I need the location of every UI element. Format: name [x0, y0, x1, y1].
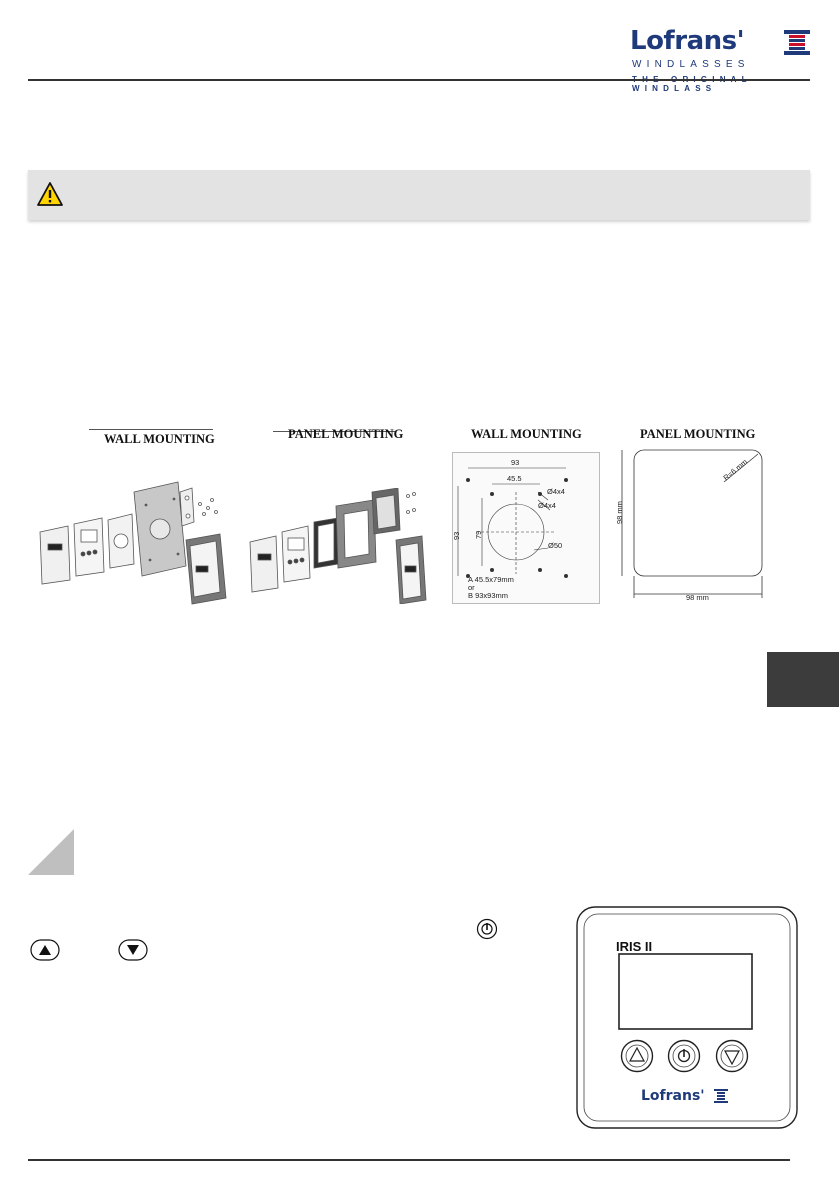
footer-rule [28, 1159, 790, 1161]
device-power-button [667, 1039, 701, 1073]
logo-brand: Lofrans' [630, 26, 745, 56]
template-note-or: or [468, 583, 475, 592]
panel-outline-drawing [612, 446, 772, 602]
device-brand-mark-icon [713, 1088, 729, 1104]
wall-mounting-template-drawing [452, 452, 600, 604]
device-down-button [715, 1039, 749, 1073]
iris-ii-device [575, 905, 799, 1130]
lofrans-logo [630, 26, 814, 102]
warning-bar [28, 170, 810, 220]
warning-triangle-icon [36, 181, 64, 207]
hole-4x4-label-b: Ø4x4 [538, 501, 556, 510]
panel-mounting-outline-title: PANEL MOUNTING [640, 427, 756, 441]
template-note-b: B 93x93mm [468, 591, 509, 600]
panel-radius-label: R=6 mm [721, 457, 750, 483]
down-arrow-button-icon [118, 939, 148, 961]
logo-subtitle: WINDLASSES [632, 59, 750, 70]
up-arrow-button-icon [30, 939, 60, 961]
device-brand-label: Lofrans' [641, 1088, 705, 1104]
figure-title-rule [89, 429, 213, 430]
dim-93-left: 93 [452, 531, 461, 540]
panel-mounting-exploded-title: PANEL MOUNTING [288, 427, 404, 441]
header-rule [28, 79, 810, 81]
device-up-button [620, 1039, 654, 1073]
hole-4x4-label-a: Ø4x4 [547, 487, 565, 496]
wall-mounting-exploded-title: WALL MOUNTING [104, 432, 215, 446]
dim-79: 79 [474, 530, 483, 539]
wall-mounting-template-title: WALL MOUNTING [471, 427, 582, 441]
dim-45-5: 45.5 [507, 474, 522, 483]
panel-mounting-exploded-diagram [246, 488, 432, 604]
device-model-label: IRIS II [616, 939, 653, 954]
panel-height-label: 98 mm [615, 501, 624, 524]
panel-width-label: 98 mm [686, 593, 709, 602]
power-button-icon [476, 918, 498, 940]
logo-tagline: WINDLASS [632, 84, 717, 93]
template-note-a: A 45.5x79mm [468, 575, 514, 584]
wall-mounting-exploded-diagram [36, 480, 232, 606]
circle-50-label: Ø50 [548, 541, 563, 550]
chapter-side-tab [767, 652, 839, 707]
section-corner-marker [28, 829, 74, 875]
dim-93-top: 93 [511, 458, 520, 467]
windlass-mark-icon [780, 28, 814, 58]
